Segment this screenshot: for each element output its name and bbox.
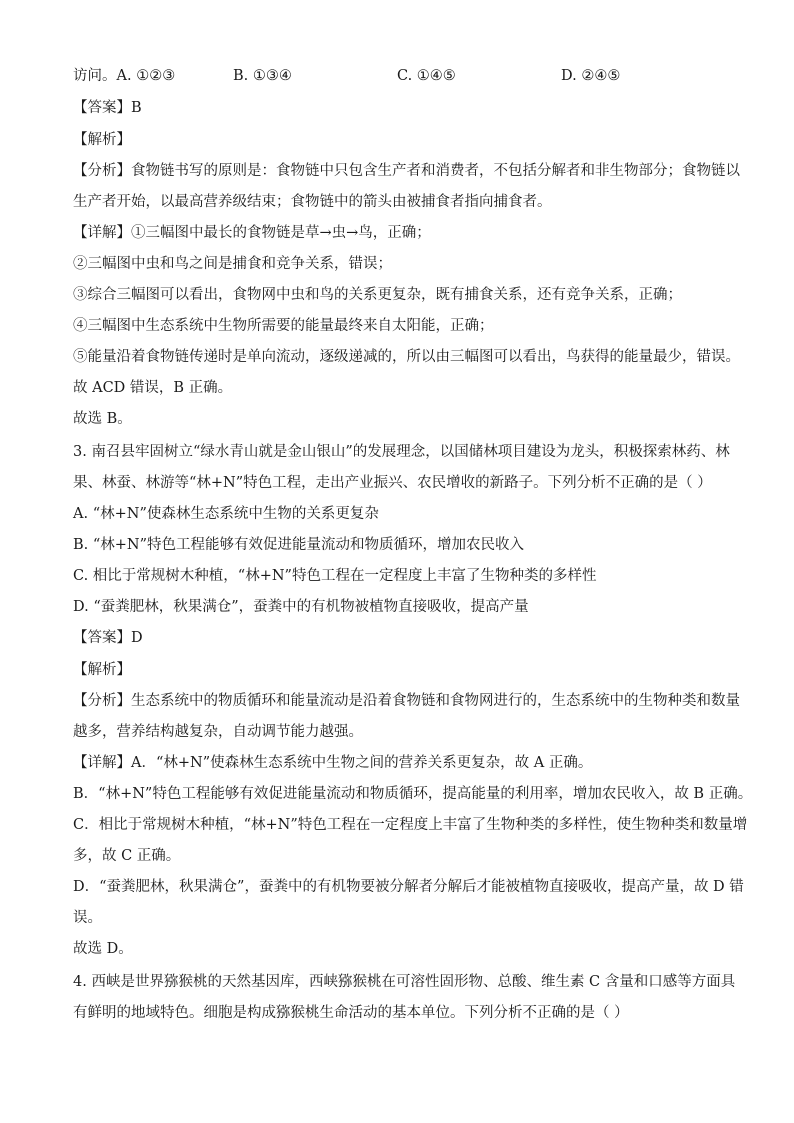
q3-option-c: C. 相比于常规树木种植，“林+N”特色工程在一定程度上丰富了生物种类的多样性 bbox=[73, 568, 597, 584]
q2-detail-line: ②三幅图中虫和鸟之间是捕食和竞争关系，错误； bbox=[73, 256, 392, 272]
q2-analysis-heading: 【解析】 bbox=[73, 132, 131, 148]
q2-option-a-text: A. ①②③ bbox=[116, 68, 176, 84]
q3-option-a: A. “林+N”使森林生态系统中生物的关系更复杂 bbox=[73, 506, 379, 522]
q4-stem-line: 4. 西峡是世界猕猴桃的天然基因库，西峡猕猴桃在可溶性固形物、总酸、维生素 C 含量和口感等方面具 bbox=[73, 974, 736, 990]
q2-conclusion: 故选 B。 bbox=[73, 411, 132, 427]
q2-option-a bbox=[73, 66, 233, 86]
q2-analysis-line: 【分析】食物链书写的原则是：食物链中只包含生产者和消费者，不包括分解者和非生物部分；食物链以 bbox=[73, 163, 740, 179]
q2-answer: 【答案】B bbox=[73, 100, 142, 116]
q3-option-d: D. “蚕粪肥林，秋果满仓”，蚕粪中的有机物被植物直接吸收，提高产量 bbox=[73, 599, 529, 615]
q2-detail-line: ③综合三幅图可以看出，食物网中虫和鸟的关系更复杂，既有捕食关系，还有竞争关系，正确； bbox=[73, 287, 682, 303]
q3-answer: 【答案】D bbox=[73, 630, 143, 646]
q2-option-d: D. ②④⑤ bbox=[561, 68, 621, 84]
q2-options-row bbox=[73, 66, 723, 86]
q2-option-c: C. ①④⑤ bbox=[397, 68, 456, 84]
q2-option-b: B. ①③④ bbox=[233, 68, 292, 84]
q2-analysis-line: 生产者开始，以最高营养级结束；食物链中的箭头由被捕食者指向捕食者。 bbox=[73, 194, 552, 210]
q3-detail-line: B．“林+N”特色工程能够有效促进能量流动和物质循环，提高能量的利用率，增加农民收入，故 B 正确。 bbox=[73, 786, 753, 802]
q3-detail-line: 多，故 C 正确。 bbox=[73, 848, 181, 864]
q3-analysis-heading: 【解析】 bbox=[73, 662, 131, 678]
q3-stem-line: 3. 南召县牢固树立“绿水青山就是金山银山”的发展理念，以国储林项目建设为龙头，积极探索林药、林 bbox=[73, 444, 730, 460]
q3-conclusion: 故选 D。 bbox=[73, 941, 133, 957]
q3-analysis-line: 【分析】生态系统中的物质循环和能量流动是沿着食物链和食物网进行的，生态系统中的生物种类和数量 bbox=[73, 693, 740, 709]
q2-detail-line: ⑤能量沿着食物链传递时是单向流动，逐级递减的，所以由三幅图可以看出，鸟获得的能量最少，错误。 bbox=[73, 349, 740, 365]
q4-stem-line: 有鲜明的地域特色。细胞是构成猕猴桃生命活动的基本单位。下列分析不正确的是（ ） bbox=[73, 1005, 629, 1021]
q3-detail-line: D．“蚕粪肥林，秋果满仓”，蚕粪中的有机物要被分解者分解后才能被植物直接吸收，提高产量，故 D 错 bbox=[73, 879, 744, 895]
q2-detail-line: 【详解】①三幅图中最长的食物链是草→虫→鸟，正确； bbox=[73, 225, 431, 241]
q3-stem-line: 果、林蚕、林游等“林+N”特色工程，走出产业振兴、农民增收的新路子。下列分析不正确的是（ ） bbox=[73, 475, 712, 491]
q2-detail-line: 故 ACD 错误，B 正确。 bbox=[73, 380, 233, 396]
q2-options-prefix: 访问。 bbox=[73, 68, 117, 84]
q3-analysis-line: 越多，营养结构越复杂，自动调节能力越强。 bbox=[73, 724, 363, 740]
q3-option-b: B. “林+N”特色工程能够有效促进能量流动和物质循环，增加农民收入 bbox=[73, 537, 525, 553]
q2-detail-line: ④三幅图中生态系统中生物所需要的能量最终来自太阳能，正确； bbox=[73, 318, 494, 334]
q3-detail-line: 【详解】A．“林+N”使森林生态系统中生物之间的营养关系更复杂，故 A 正确。 bbox=[73, 755, 593, 771]
q3-detail-line: C．相比于常规树木种植，“林+N”特色工程在一定程度上丰富了生物种类的多样性，使生物种类和数量增 bbox=[73, 817, 748, 833]
q3-detail-line: 误。 bbox=[73, 910, 102, 926]
